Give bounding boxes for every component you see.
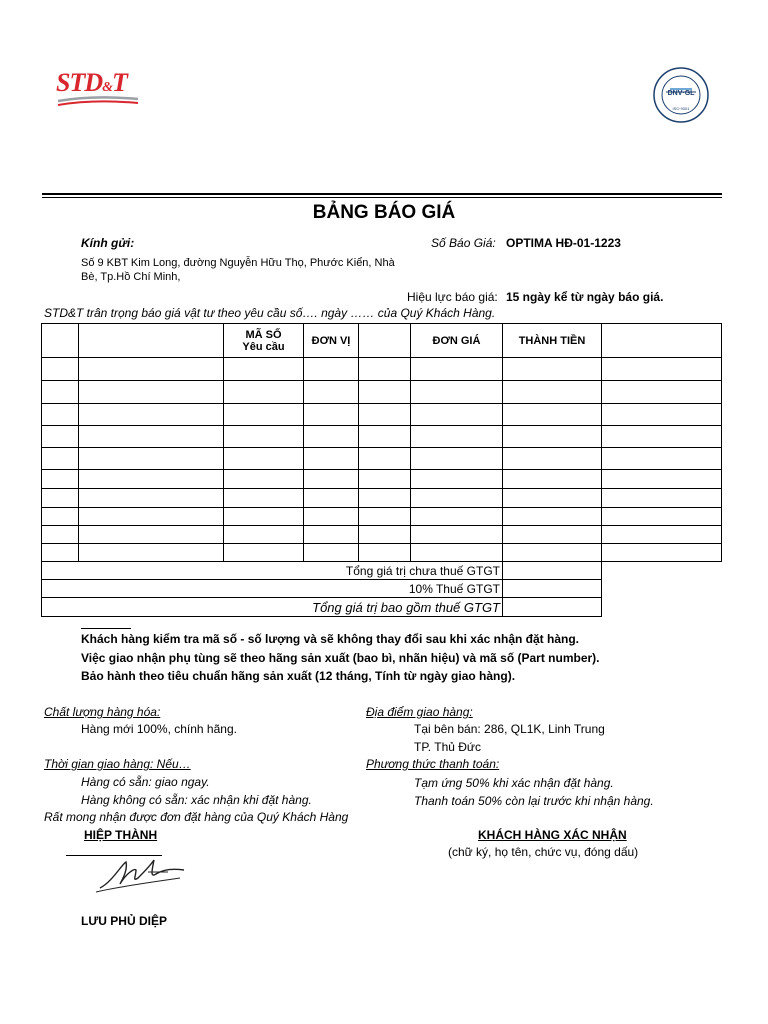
header-don-vi: ĐƠN VỊ [304,324,359,358]
signer-name: LƯU PHỦ DIỆP [81,914,167,928]
company-signature-title: HIỆP THÀNH [84,828,158,842]
header-thanh-tien: THÀNH TIỀN [503,324,602,358]
note-1: Khách hàng kiểm tra mã số - số lượng và sẽ không thay đổi sau khi xác nhận đặt hàng. [81,632,579,646]
notes-rule [81,628,131,629]
customer-confirm-note: (chữ ký, họ tên, chức vụ, đóng dấu) [448,845,639,859]
certification-badge [652,66,710,124]
table-row [42,381,722,404]
recipient-label: Kính gửi: [81,236,135,250]
location-line1: Tại bên bán: 286, QL1K, Linh Trung [414,722,605,736]
closing-text: Rất mong nhận được đơn đặt hàng của Quý Khách Hàng [44,810,349,824]
quality-label: Chất lượng hàng hóa: [44,705,161,719]
payment-label: Phương thức thanh toán: [366,757,500,771]
header-don-gia: ĐƠN GIÁ [411,324,503,358]
handwritten-signature [92,852,192,896]
cert-label: DNV·GL [667,90,695,97]
vat-label: 10% Thuế GTGT [42,580,503,598]
subtotal-label: Tổng giá trị chưa thuế GTGT [42,562,503,580]
validity-value: 15 ngày kể từ ngày báo giá. [506,290,664,304]
table-row [42,358,722,381]
intro-text: STD&T trân trọng báo giá vật tư theo yêu cầu số…. ngày …… của Quý Khách Hàng. [44,306,496,320]
payment-line1: Tạm ứng 50% khi xác nhận đặt hàng. [414,776,614,790]
validity-label: Hiệu lực báo giá: [407,290,498,304]
header-cell-1 [42,324,79,358]
subtotal-row [42,562,722,580]
header-cell-2 [79,324,224,358]
note-3: Bảo hành theo tiêu chuẩn hãng sản xuất (12 tháng, Tính từ ngày giao hàng). [81,669,516,683]
table-header-row [42,324,722,358]
total-label: Tổng giá trị bao gồm thuế GTGT [42,598,503,617]
total-value [503,598,602,617]
location-line2: TP. Thủ Đức [414,740,481,754]
customer-confirm-title: KHÁCH HÀNG XÁC NHẬN [478,828,627,842]
note-2: Việc giao nhận phụ tùng sẽ theo hãng sản xuất (bao bì, nhãn hiệu) và mã số (Part number). [81,651,600,665]
delivery-line2: Hàng không có sẵn: xác nhận khi đặt hàng. [81,793,312,807]
company-logo [54,68,140,112]
page-title: BẢNG BÁO GIÁ [312,202,456,223]
total-row [42,598,722,617]
quote-number-label: Số Báo Giá: [431,236,496,250]
payment-line2: Thanh toán 50% còn lại trước khi nhận hàng. [414,794,654,808]
table-row [42,544,722,562]
table-row [42,448,722,470]
header-ma-so: MÃ SỐ Yêu cầu [224,324,304,358]
header-cell-8 [602,324,722,358]
quote-number-value: OPTIMA HĐ-01-1223 [506,236,621,250]
table-row [42,426,722,448]
recipient-address-line2: Bè, Tp.Hồ Chí Minh, [81,271,181,283]
header-cell-5 [359,324,411,358]
vat-value [503,580,602,598]
table-row [42,489,722,508]
subtotal-value [503,562,602,580]
header-rule-thin [42,197,722,198]
location-label: Địa điểm giao hàng: [366,705,473,719]
delivery-line1: Hàng có sẵn: giao ngay. [81,775,210,789]
table-row [42,526,722,544]
delivery-label: Thời gian giao hàng: Nếu… [44,757,191,771]
header-rule [42,193,722,195]
table-row [42,404,722,426]
table-row [42,508,722,526]
logo-text: STD&T [56,68,127,97]
quotation-table [41,323,722,617]
table-row [42,470,722,489]
quality-value: Hàng mới 100%, chính hãng. [81,722,237,736]
recipient-address-line1: Số 9 KBT Kim Long, đường Nguyễn Hữu Thọ, Phước Kiển, Nhà [81,257,395,269]
cert-sub: ISO 9001 [672,106,690,111]
vat-row [42,580,722,598]
